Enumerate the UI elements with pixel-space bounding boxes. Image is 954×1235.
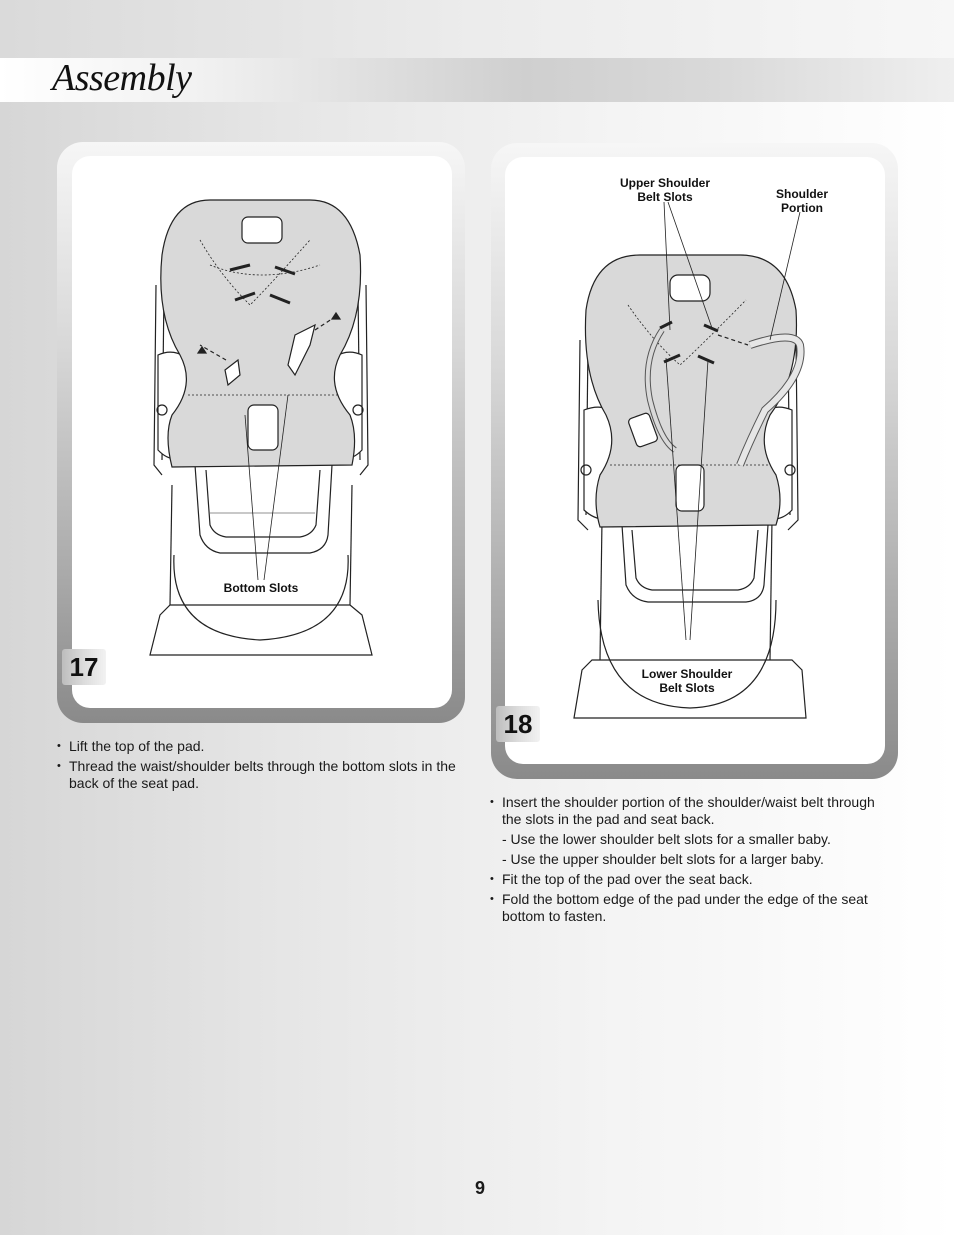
lower-shoulder-belt-slots-label: Lower Shoulder Belt Slots <box>641 667 733 695</box>
step-18-sub-instruction: - Use the lower shoulder belt slots for a smaller baby. <box>502 831 831 847</box>
bottom-slots-label: Bottom Slots <box>223 581 299 595</box>
step-18-instruction: • Fold the bottom edge of the pad under the edge of the seat bottom to fasten. <box>490 891 880 925</box>
shoulder-portion-label: Shoulder Portion <box>775 187 828 215</box>
page-title: Assembly <box>52 57 192 99</box>
step-18-instruction: • Insert the shoulder portion of the shoulder/waist belt through the slots in the pad and seat back. <box>490 794 880 828</box>
step-17-instruction: • Lift the top of the pad. <box>57 738 467 755</box>
step-18-instruction: • Fit the top of the pad over the seat back. <box>490 871 880 888</box>
page-number: 9 <box>474 1178 485 1198</box>
step-18-sub-instruction: - Use the upper shoulder belt slots for a larger baby. <box>502 851 824 867</box>
step-17-instruction: • Thread the waist/shoulder belts through the bottom slots in the back of the seat pad. <box>57 758 467 792</box>
top-strip <box>0 0 954 58</box>
upper-shoulder-belt-slots-label: Upper Shoulder Belt Slots <box>619 176 710 204</box>
step-17-number: 17 <box>62 649 106 685</box>
step-18-highchair-illustration <box>570 200 810 720</box>
step-18-instructions <box>490 794 880 928</box>
step-17-instructions <box>57 738 467 795</box>
step-18-number: 18 <box>496 706 540 742</box>
